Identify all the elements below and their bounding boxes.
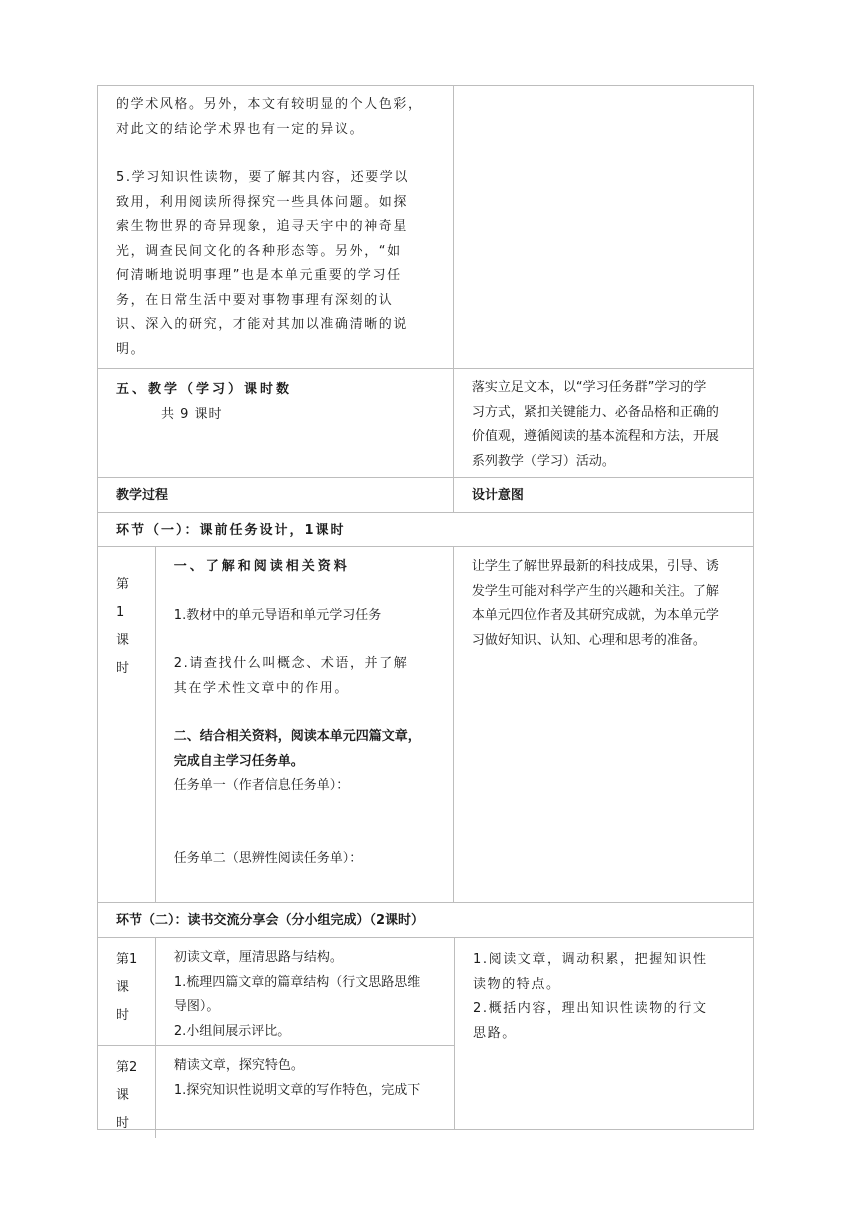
text-line: 5.学习知识性读物，要了解其内容，还要学以 <box>116 170 410 185</box>
lesson-plan-table <box>97 85 754 1130</box>
period-char: 第1 <box>116 952 138 967</box>
table-row <box>98 547 753 903</box>
text-line: 任务单二（思辨性阅读任务单）： <box>173 850 363 866</box>
table-row <box>98 369 753 478</box>
text-line: 索生物世界的奇异现象，追寻天宇中的神奇星 <box>116 219 409 234</box>
text-line: 初读文章，厘清思路与结构。 <box>173 950 343 965</box>
period-char: 课 <box>116 1088 130 1103</box>
text-line: 读物的特点。 <box>473 976 561 992</box>
period-char: 第 <box>116 577 130 592</box>
text-line: 识、深入的研究，才能对其加以准确清晰的说 <box>116 317 409 332</box>
text-line: 系列教学（学习）活动。 <box>471 453 615 469</box>
text-line: 致用，利用阅读所得探究一些具体问题。如探 <box>116 194 409 210</box>
stage-heading-row <box>98 903 753 938</box>
text-line: 其在学术性文章中的作用。 <box>173 680 349 696</box>
period-char: 课 <box>116 980 130 995</box>
text-line: 1.梳理四篇文章的篇章结构（行文思路思维 <box>173 974 421 990</box>
text-line: 2.概括内容，理出知识性读物的行文 <box>473 1001 708 1016</box>
text-line: 明。 <box>116 341 146 357</box>
stage-heading-row <box>98 513 753 547</box>
period-row <box>98 1046 454 1138</box>
cell-content <box>98 86 454 368</box>
text-line: 何清晰地说明事理”也是本单元重要的学习任 <box>116 268 402 283</box>
text-line: 光，调查民间文化的各种形态等。另外，“如 <box>116 243 402 259</box>
text-line: 的学术风格。另外，本文有较明显的个人色彩， <box>116 97 423 112</box>
subheading: 完成自主学习任务单。 <box>173 753 304 769</box>
text-line: 2.小组间展示评比。 <box>173 1023 291 1039</box>
text-line: 1.教材中的单元导语和单元学习任务 <box>173 607 382 623</box>
section-subtitle: 共 9 课时 <box>161 406 223 422</box>
stage-heading: 环节（一）：课前任务设计，1课时 <box>116 523 346 538</box>
table-row <box>98 938 753 1129</box>
cell-content <box>156 1046 454 1138</box>
period-char: 时 <box>116 1116 130 1131</box>
text-line: 务，在日常生活中要对事物事理有深刻的认 <box>116 292 394 308</box>
period-char: 时 <box>116 1008 130 1023</box>
text-line: 习做好知识、认知、心理和思考的准备。 <box>471 632 706 648</box>
period-char: 时 <box>116 661 130 676</box>
period-char: 1 <box>116 605 125 620</box>
cell-content <box>156 938 454 1045</box>
text-line: 思路。 <box>473 1025 517 1041</box>
cell-intent <box>454 547 753 902</box>
table-header-row <box>98 478 753 513</box>
cell-content <box>98 369 454 477</box>
cell-intent <box>454 369 753 477</box>
text-line: 价值观，遵循阅读的基本流程和方法，开展 <box>471 429 719 444</box>
text-line: 发学生可能对科学产生的兴趣和关注。了解 <box>471 583 719 599</box>
text-line: 导图）。 <box>173 999 220 1014</box>
text-line: 精读文章，探究特色。 <box>173 1058 304 1073</box>
subheading: 一、了解和阅读相关资料 <box>173 559 350 574</box>
period-row <box>98 938 454 1046</box>
text-line: 2.请查找什么叫概念、术语，并了解 <box>173 656 409 671</box>
text-line: 习方式，紧扣关键能力、必备品格和正确的 <box>471 404 719 420</box>
period-cell <box>98 1046 156 1138</box>
text-line: 1.阅读文章，调动积累，把握知识性 <box>473 952 708 967</box>
text-line: 让学生了解世界最新的科技成果，引导、诱 <box>471 559 719 574</box>
text-line: 落实立足文本，以“学习任务群”学习的学 <box>471 380 707 395</box>
cell-intent <box>455 938 753 1129</box>
period-char: 课 <box>116 633 130 648</box>
text-line: 任务单一（作者信息任务单）： <box>173 778 350 793</box>
stage-heading: 环节（二）：读书交流分享会（分小组完成）（2课时） <box>116 913 425 928</box>
cell-empty <box>454 86 753 368</box>
table-row <box>98 86 753 369</box>
period-cell <box>98 938 156 1045</box>
subheading: 二、结合相关资料，阅读本单元四篇文章， <box>173 729 421 744</box>
header-process: 教学过程 <box>98 478 454 512</box>
header-intent: 设计意图 <box>471 488 524 503</box>
section-title: 五、教学（学习）课时数 <box>116 382 293 397</box>
text-line: 本单元四位作者及其研究成就，为本单元学 <box>471 608 719 623</box>
text-line: 对此文的结论学术界也有一定的异议。 <box>116 121 365 137</box>
periods-group <box>98 938 455 1129</box>
period-cell <box>98 547 156 902</box>
text-line: 1.探究知识性说明文章的写作特色，完成下 <box>173 1082 421 1098</box>
period-char: 第2 <box>116 1060 138 1075</box>
cell-content <box>156 547 454 902</box>
